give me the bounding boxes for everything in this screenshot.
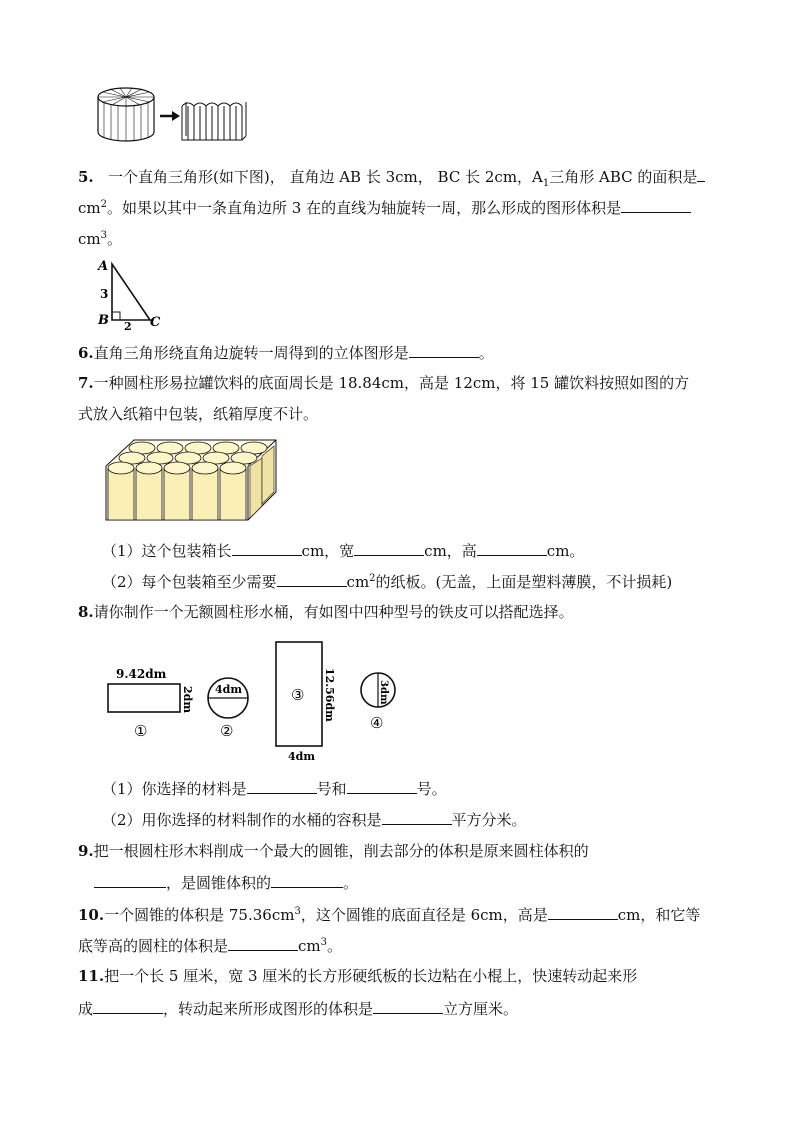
answer-blank[interactable] [373,998,443,1014]
q5-text-2: 三角形 ABC 的面积是 [549,168,698,186]
question-number: 11. [78,967,105,985]
vertex-label-c: C [150,315,161,330]
q8-sub2 [102,809,527,830]
superscript: 3 [100,230,107,241]
question-number: 8. [78,603,94,621]
punctuation: 。 [107,230,123,248]
superscript: 2 [369,573,376,584]
q5-text-1: 一个直角三角形(如下图)， 直角边 AB 长 3cm， BC 长 2cm，A [107,168,543,186]
vertex-label-b: B [98,313,109,328]
q11-text-1: 把一个长 5 厘米，宽 3 厘米的长方形硬纸板的长边粘在小棍上，快速转动起来形 [104,967,638,985]
unit-text: cm，高 [424,542,477,560]
unit-text: cm，宽 [301,542,355,560]
superscript: 2 [100,199,107,210]
question-number: 7. [78,374,94,392]
side-label-bc: 2 [124,320,132,330]
q9-line2 [94,872,358,893]
q10-line2 [78,935,342,956]
q8-text: 请你制作一个无额圆柱形水桶，有如图中四种型号的铁皮可以搭配选择。 [93,603,574,621]
answer-blank[interactable] [347,778,417,794]
q9-text-1: 把一根圆柱形木料削成一个最大的圆锥，削去部分的体积是原来圆柱体积的 [93,842,589,860]
sub-question-text: （2）用你选择的材料制作的水桶的容积是 [102,811,382,829]
q5-line3 [78,229,122,249]
label-3: ③ [291,686,305,704]
answer-blank[interactable] [93,998,163,1014]
answer-blank[interactable] [232,540,302,556]
box-of-cans-figure [104,436,280,522]
answer-blank[interactable] [382,809,452,825]
sub-question-text: （1）这个包装箱长 [102,542,232,560]
answer-blank[interactable] [697,166,705,182]
question-number: 6. [78,344,94,362]
answer-blank[interactable] [247,778,317,794]
q10-text-1: 一个圆锥的体积是 75.36cm [104,906,295,924]
q10-text-3: cm，和它等 [617,906,701,924]
question-number: 9. [78,842,94,860]
q10-line1 [78,904,700,925]
label-1: ① [134,722,148,740]
sub-question-text: 号。 [416,780,447,798]
q11-text-3: ，转动起来所形成图形的体积是 [163,1000,374,1018]
unit-text: cm [346,573,370,591]
q5-line2 [78,197,691,218]
sub-question-text: （2）每个包装箱至少需要 [102,573,277,591]
circle4-label: 3dm [378,680,389,705]
q6-line [78,342,494,363]
q9-line1 [78,841,589,861]
answer-blank[interactable] [271,872,343,888]
superscript: 3 [294,906,301,917]
q7-sub2 [102,571,672,592]
punctuation: 。 [327,937,343,955]
unit-text: cm [78,230,101,248]
answer-blank[interactable] [277,571,347,587]
label-4: ④ [370,714,384,732]
question-number: 5. [78,168,94,186]
materials-figure [100,636,400,766]
q7-text-2: 式放入纸箱中包装，纸箱厚度不计。 [78,405,319,423]
subscript: 1 [542,178,550,189]
answer-blank[interactable] [548,904,618,920]
q6-text: 直角三角形绕直角边旋转一周得到的立体图形是 [93,344,409,362]
q11-text-2: 成 [78,1000,94,1018]
rect1-side-label: 2dm [181,686,194,713]
q11-text-4: 立方厘米。 [443,1000,519,1018]
rect3-side-label: 12.56dm [323,668,336,722]
q5-text-3: 。如果以其中一条直角边所 3 在的直线为轴旋转一周，那么形成的图形体积是 [107,199,622,217]
q11-line2 [78,998,518,1019]
q8-sub1 [102,778,447,799]
rect1-top-label: 9.42dm [116,667,167,681]
rect3-bottom-label: 4dm [288,750,315,763]
side-label-ab: 3 [100,287,109,301]
q7-sub1 [102,540,584,561]
answer-blank[interactable] [477,540,547,556]
q7-line1 [78,373,689,393]
label-2: ② [220,722,234,740]
punctuation: 。 [478,344,494,362]
q8-line [78,602,574,622]
question-number: 10. [78,906,105,924]
q10-text-2: ，这个圆锥的底面直径是 6cm，高是 [300,906,548,924]
sub-question-text: 的纸板。(无盖，上面是塑料薄膜，不计损耗) [375,573,673,591]
vertex-label-a: A [98,259,109,274]
q9-text-2: ，是圆锥体积的 [166,874,272,892]
right-triangle-figure [94,256,166,330]
answer-blank[interactable] [94,872,166,888]
unit-text: cm [298,937,321,955]
circle2-label: 4dm [215,683,242,696]
q10-text-4: 底等高的圆柱的体积是 [78,937,229,955]
answer-blank[interactable] [621,197,691,213]
unit-text: cm。 [546,542,585,560]
cylinder-slices-figure [96,84,256,146]
q5-line1 [78,166,705,187]
answer-blank[interactable] [228,935,298,951]
sub-question-text: 平方分米。 [451,811,527,829]
sub-question-text: 号和 [316,780,347,798]
answer-blank[interactable] [409,342,479,358]
q11-line1 [78,966,637,986]
q7-line2 [78,404,318,424]
answer-blank[interactable] [354,540,424,556]
punctuation: 。 [343,874,359,892]
sub-question-text: （1）你选择的材料是 [102,780,247,798]
unit-text: cm [78,199,101,217]
superscript: 3 [320,937,328,948]
q7-text-1: 一种圆柱形易拉罐饮料的底面周长是 18.84cm，高是 12cm，将 15 罐饮料按照如图的方 [93,374,690,392]
